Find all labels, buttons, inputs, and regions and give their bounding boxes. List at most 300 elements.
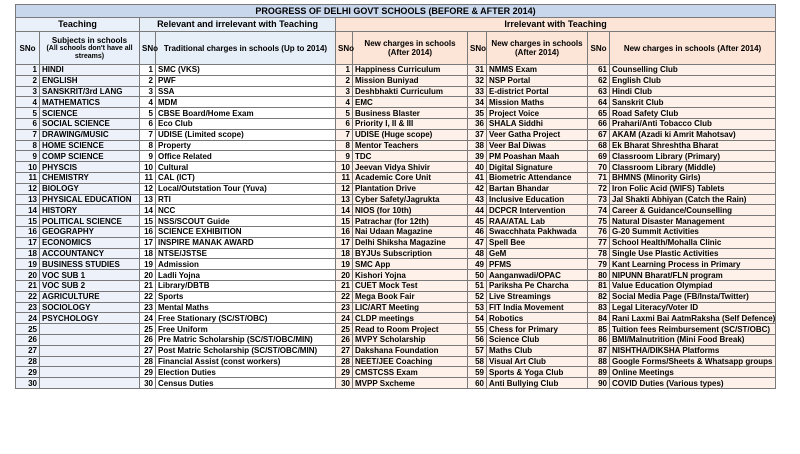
row-sno: 69 bbox=[588, 151, 610, 162]
new-charge-cell: Jal Shakti Abhiyan (Catch the Rain) bbox=[610, 194, 776, 205]
table-row bbox=[16, 216, 776, 227]
new-charge-cell: Sports & Yoga Club bbox=[487, 367, 588, 378]
row-sno: 5 bbox=[140, 108, 156, 119]
table-row bbox=[16, 345, 776, 356]
row-sno: 82 bbox=[588, 291, 610, 302]
row-sno: 27 bbox=[336, 345, 353, 356]
row-sno: 84 bbox=[588, 313, 610, 324]
subject-cell bbox=[40, 324, 140, 335]
subject-cell: MATHEMATICS bbox=[40, 97, 140, 108]
row-sno: 55 bbox=[468, 324, 487, 335]
table-row bbox=[16, 291, 776, 302]
subject-cell: SOCIOLOGY bbox=[40, 302, 140, 313]
row-sno: 46 bbox=[468, 226, 487, 237]
new-charge-cell: Priority I, II & III bbox=[353, 118, 468, 129]
col-subjects-label: Subjects in schools bbox=[51, 35, 128, 45]
col-new-1: New charges in schools (After 2014) bbox=[353, 32, 468, 65]
row-sno: 10 bbox=[336, 162, 353, 173]
subject-cell: BUSINESS STUDIES bbox=[40, 259, 140, 270]
traditional-charge-cell: SCIENCE EXHIBITION bbox=[156, 226, 336, 237]
row-sno: 16 bbox=[336, 226, 353, 237]
table-row bbox=[16, 86, 776, 97]
table-row bbox=[16, 151, 776, 162]
new-charge-cell: Digital Signature bbox=[487, 162, 588, 173]
row-sno: 1 bbox=[16, 65, 40, 76]
table-row bbox=[16, 205, 776, 216]
new-charge-cell: Single Use Plastic Activities bbox=[610, 248, 776, 259]
row-sno: 87 bbox=[588, 345, 610, 356]
row-sno: 20 bbox=[16, 270, 40, 281]
new-charge-cell: BMI/Malnutrition (Mini Food Break) bbox=[610, 334, 776, 345]
traditional-charge-cell: UDISE (Limited scope) bbox=[156, 129, 336, 140]
row-sno: 68 bbox=[588, 140, 610, 151]
new-charge-cell: G-20 Summit Activities bbox=[610, 226, 776, 237]
new-charge-cell: BYJUs Subscription bbox=[353, 248, 468, 259]
new-charge-cell: FIT India Movement bbox=[487, 302, 588, 313]
row-sno: 13 bbox=[16, 194, 40, 205]
row-sno: 43 bbox=[468, 194, 487, 205]
new-charge-cell: MVPP Sxcheme bbox=[353, 378, 468, 389]
subject-cell: CHEMISTRY bbox=[40, 172, 140, 183]
row-sno: 37 bbox=[468, 129, 487, 140]
row-sno: 29 bbox=[16, 367, 40, 378]
new-charge-cell: RAA/ATAL Lab bbox=[487, 216, 588, 227]
traditional-charge-cell: NSS/SCOUT Guide bbox=[156, 216, 336, 227]
row-sno: 14 bbox=[140, 205, 156, 216]
new-charge-cell: Career & Guidance/Counselling bbox=[610, 205, 776, 216]
row-sno: 51 bbox=[468, 280, 487, 291]
traditional-charge-cell: Ladli Yojna bbox=[156, 270, 336, 281]
group-relevant: Relevant and irrelevant with Teaching bbox=[140, 18, 336, 32]
row-sno: 22 bbox=[140, 291, 156, 302]
row-sno: 13 bbox=[336, 194, 353, 205]
new-charge-cell: Value Education Olympiad bbox=[610, 280, 776, 291]
row-sno: 75 bbox=[588, 216, 610, 227]
new-charge-cell: Spell Bee bbox=[487, 237, 588, 248]
row-sno: 23 bbox=[336, 302, 353, 313]
subject-cell: SOCIAL SCIENCE bbox=[40, 118, 140, 129]
traditional-charge-cell: SSA bbox=[156, 86, 336, 97]
table-row bbox=[16, 194, 776, 205]
row-sno: 64 bbox=[588, 97, 610, 108]
new-charge-cell: NEET/JEE Coaching bbox=[353, 356, 468, 367]
table-row bbox=[16, 140, 776, 151]
table-row bbox=[16, 334, 776, 345]
subject-cell: DRAWING/MUSIC bbox=[40, 129, 140, 140]
row-sno: 61 bbox=[588, 65, 610, 76]
row-sno: 2 bbox=[336, 75, 353, 86]
page-title: PROGRESS OF DELHI GOVT SCHOOLS (BEFORE & AFTER 2014) bbox=[16, 5, 776, 18]
new-charge-cell: Hindi Club bbox=[610, 86, 776, 97]
new-charge-cell: PFMS bbox=[487, 259, 588, 270]
row-sno: 20 bbox=[140, 270, 156, 281]
row-sno: 90 bbox=[588, 378, 610, 389]
new-charge-cell: Natural Disaster Management bbox=[610, 216, 776, 227]
row-sno: 35 bbox=[468, 108, 487, 119]
traditional-charge-cell: Financial Assist (const workers) bbox=[156, 356, 336, 367]
new-charge-cell: Mega Book Fair bbox=[353, 291, 468, 302]
subject-cell: VOC SUB 1 bbox=[40, 270, 140, 281]
row-sno: 86 bbox=[588, 334, 610, 345]
new-charge-cell: Counselling Club bbox=[610, 65, 776, 76]
new-charge-cell: GeM bbox=[487, 248, 588, 259]
new-charge-cell: Classroom Library (Middle) bbox=[610, 162, 776, 173]
new-charge-cell: Classroom Library (Primary) bbox=[610, 151, 776, 162]
traditional-charge-cell: CBSE Board/Home Exam bbox=[156, 108, 336, 119]
row-sno: 38 bbox=[468, 140, 487, 151]
group-irrelevant: Irrelevant with Teaching bbox=[336, 18, 776, 32]
row-sno: 60 bbox=[468, 378, 487, 389]
new-charge-cell: Prahari/Anti Tobacco Club bbox=[610, 118, 776, 129]
row-sno: 23 bbox=[16, 302, 40, 313]
subject-cell: PHYSICAL EDUCATION bbox=[40, 194, 140, 205]
subject-cell bbox=[40, 367, 140, 378]
new-charge-cell: Chess for Primary bbox=[487, 324, 588, 335]
subject-cell bbox=[40, 378, 140, 389]
row-sno: 7 bbox=[16, 129, 40, 140]
subject-cell: VOC SUB 2 bbox=[40, 280, 140, 291]
row-sno: 5 bbox=[16, 108, 40, 119]
row-sno: 17 bbox=[16, 237, 40, 248]
row-sno: 8 bbox=[140, 140, 156, 151]
new-charge-cell: SHALA Siddhi bbox=[487, 118, 588, 129]
new-charge-cell: Read to Room Project bbox=[353, 324, 468, 335]
new-charge-cell: Mission Buniyad bbox=[353, 75, 468, 86]
col-traditional: Traditional charges in schools (Up to 2014) bbox=[156, 32, 336, 65]
new-charge-cell: Pariksha Pe Charcha bbox=[487, 280, 588, 291]
row-sno: 62 bbox=[588, 75, 610, 86]
subject-cell: HINDI bbox=[40, 65, 140, 76]
row-sno: 25 bbox=[336, 324, 353, 335]
table-row bbox=[16, 324, 776, 335]
table-row bbox=[16, 108, 776, 119]
row-sno: 19 bbox=[16, 259, 40, 270]
new-charge-cell: Google Forms/Sheets & Whatsapp groups bbox=[610, 356, 776, 367]
row-sno: 28 bbox=[140, 356, 156, 367]
row-sno: 39 bbox=[468, 151, 487, 162]
subject-cell: GEOGRAPHY bbox=[40, 226, 140, 237]
row-sno: 29 bbox=[140, 367, 156, 378]
subject-cell: SANSKRIT/3rd LANG bbox=[40, 86, 140, 97]
new-charge-cell: COVID Duties (Various types) bbox=[610, 378, 776, 389]
new-charge-cell: Ek Bharat Shreshtha Bharat bbox=[610, 140, 776, 151]
table-row bbox=[16, 65, 776, 76]
row-sno: 17 bbox=[336, 237, 353, 248]
new-charge-cell: Tuition fees Reimbursement (SC/ST/OBC) bbox=[610, 324, 776, 335]
row-sno: 41 bbox=[468, 172, 487, 183]
row-sno: 19 bbox=[336, 259, 353, 270]
row-sno: 88 bbox=[588, 356, 610, 367]
row-sno: 67 bbox=[588, 129, 610, 140]
table-row bbox=[16, 270, 776, 281]
row-sno: 8 bbox=[16, 140, 40, 151]
col-sno-1: SNo bbox=[16, 32, 40, 65]
col-new-3: New charges in schools (After 2014) bbox=[610, 32, 776, 65]
new-charge-cell: Patrachar (for 12th) bbox=[353, 216, 468, 227]
subject-cell: POLITICAL SCIENCE bbox=[40, 216, 140, 227]
new-charge-cell: English Club bbox=[610, 75, 776, 86]
row-sno: 24 bbox=[140, 313, 156, 324]
new-charge-cell: Anti Bullying Club bbox=[487, 378, 588, 389]
row-sno: 30 bbox=[16, 378, 40, 389]
subject-cell bbox=[40, 334, 140, 345]
row-sno: 33 bbox=[468, 86, 487, 97]
row-sno: 18 bbox=[16, 248, 40, 259]
new-charge-cell: Academic Core Unit bbox=[353, 172, 468, 183]
row-sno: 52 bbox=[468, 291, 487, 302]
new-charge-cell: NSP Portal bbox=[487, 75, 588, 86]
new-charge-cell: Robotics bbox=[487, 313, 588, 324]
row-sno: 42 bbox=[468, 183, 487, 194]
new-charge-cell: Mission Maths bbox=[487, 97, 588, 108]
row-sno: 78 bbox=[588, 248, 610, 259]
row-sno: 89 bbox=[588, 367, 610, 378]
row-sno: 71 bbox=[588, 172, 610, 183]
row-sno: 47 bbox=[468, 237, 487, 248]
row-sno: 18 bbox=[336, 248, 353, 259]
traditional-charge-cell: Library/DBTB bbox=[156, 280, 336, 291]
table-row bbox=[16, 302, 776, 313]
row-sno: 9 bbox=[16, 151, 40, 162]
new-charge-cell: Nai Udaan Magazine bbox=[353, 226, 468, 237]
traditional-charge-cell: Election Duties bbox=[156, 367, 336, 378]
new-charge-cell: Aanganwadi/OPAC bbox=[487, 270, 588, 281]
traditional-charge-cell: Cultural bbox=[156, 162, 336, 173]
row-sno: 73 bbox=[588, 194, 610, 205]
subject-cell bbox=[40, 345, 140, 356]
row-sno: 14 bbox=[16, 205, 40, 216]
new-charge-cell: Project Voice bbox=[487, 108, 588, 119]
row-sno: 22 bbox=[336, 291, 353, 302]
row-sno: 15 bbox=[140, 216, 156, 227]
new-charge-cell: CUET Mock Test bbox=[353, 280, 468, 291]
row-sno: 30 bbox=[140, 378, 156, 389]
row-sno: 27 bbox=[16, 345, 40, 356]
traditional-charge-cell: Office Related bbox=[156, 151, 336, 162]
subject-cell: ENGLISH bbox=[40, 75, 140, 86]
row-sno: 80 bbox=[588, 270, 610, 281]
col-sno-3: SNo bbox=[336, 32, 353, 65]
row-sno: 13 bbox=[140, 194, 156, 205]
traditional-charge-cell: Eco Club bbox=[156, 118, 336, 129]
row-sno: 4 bbox=[140, 97, 156, 108]
new-charge-cell: Swacchhata Pakhwada bbox=[487, 226, 588, 237]
row-sno: 26 bbox=[16, 334, 40, 345]
subject-cell: BIOLOGY bbox=[40, 183, 140, 194]
row-sno: 9 bbox=[336, 151, 353, 162]
subject-cell: PHYSCIS bbox=[40, 162, 140, 173]
col-subjects bbox=[40, 32, 140, 65]
row-sno: 16 bbox=[16, 226, 40, 237]
new-charge-cell: Veer Gatha Project bbox=[487, 129, 588, 140]
new-charge-cell: E-district Portal bbox=[487, 86, 588, 97]
row-sno: 63 bbox=[588, 86, 610, 97]
new-charge-cell: School Health/Mohalla Clinic bbox=[610, 237, 776, 248]
traditional-charge-cell: Local/Outstation Tour (Yuva) bbox=[156, 183, 336, 194]
table-row bbox=[16, 172, 776, 183]
new-charge-cell: DCPCR Intervention bbox=[487, 205, 588, 216]
new-charge-cell: Bartan Bhandar bbox=[487, 183, 588, 194]
row-sno: 16 bbox=[140, 226, 156, 237]
row-sno: 57 bbox=[468, 345, 487, 356]
new-charge-cell: Road Safety Club bbox=[610, 108, 776, 119]
row-sno: 66 bbox=[588, 118, 610, 129]
new-charge-cell: Visual Art Club bbox=[487, 356, 588, 367]
row-sno: 12 bbox=[336, 183, 353, 194]
row-sno: 21 bbox=[336, 280, 353, 291]
row-sno: 79 bbox=[588, 259, 610, 270]
new-charge-cell: NIPUNN Bharat/FLN program bbox=[610, 270, 776, 281]
new-charge-cell: Business Blaster bbox=[353, 108, 468, 119]
row-sno: 4 bbox=[16, 97, 40, 108]
table-row bbox=[16, 183, 776, 194]
new-charge-cell: EMC bbox=[353, 97, 468, 108]
row-sno: 1 bbox=[336, 65, 353, 76]
new-charge-cell: Veer Bal Diwas bbox=[487, 140, 588, 151]
new-charge-cell: BHMNS (Minority Girls) bbox=[610, 172, 776, 183]
row-sno: 45 bbox=[468, 216, 487, 227]
row-sno: 22 bbox=[16, 291, 40, 302]
new-charge-cell: Maths Club bbox=[487, 345, 588, 356]
row-sno: 6 bbox=[336, 118, 353, 129]
table-row bbox=[16, 75, 776, 86]
new-charge-cell: Inclusive Education bbox=[487, 194, 588, 205]
row-sno: 24 bbox=[16, 313, 40, 324]
new-charge-cell: Delhi Shiksha Magazine bbox=[353, 237, 468, 248]
new-charge-cell: LIC/ART Meeting bbox=[353, 302, 468, 313]
row-sno: 5 bbox=[336, 108, 353, 119]
new-charge-cell: SMC App bbox=[353, 259, 468, 270]
new-charge-cell: Science Club bbox=[487, 334, 588, 345]
row-sno: 4 bbox=[336, 97, 353, 108]
col-new-2: New charges in schools (After 2014) bbox=[487, 32, 588, 65]
traditional-charge-cell: NCC bbox=[156, 205, 336, 216]
new-charge-cell: Kant Learning Process in Primary bbox=[610, 259, 776, 270]
row-sno: 34 bbox=[468, 97, 487, 108]
table-row bbox=[16, 259, 776, 270]
row-sno: 20 bbox=[336, 270, 353, 281]
row-sno: 2 bbox=[140, 75, 156, 86]
new-charge-cell: Legal Literacy/Voter ID bbox=[610, 302, 776, 313]
table-row bbox=[16, 280, 776, 291]
row-sno: 21 bbox=[16, 280, 40, 291]
row-sno: 59 bbox=[468, 367, 487, 378]
traditional-charge-cell: Property bbox=[156, 140, 336, 151]
traditional-charge-cell: CAL (ICT) bbox=[156, 172, 336, 183]
row-sno: 72 bbox=[588, 183, 610, 194]
row-sno: 7 bbox=[336, 129, 353, 140]
row-sno: 85 bbox=[588, 324, 610, 335]
row-sno: 48 bbox=[468, 248, 487, 259]
row-sno: 26 bbox=[336, 334, 353, 345]
new-charge-cell: Kishori Yojna bbox=[353, 270, 468, 281]
new-charge-cell: Iron Folic Acid (WIFS) Tablets bbox=[610, 183, 776, 194]
new-charge-cell: CLDP meetings bbox=[353, 313, 468, 324]
row-sno: 65 bbox=[588, 108, 610, 119]
new-charge-cell: Online Meetings bbox=[610, 367, 776, 378]
traditional-charge-cell: RTI bbox=[156, 194, 336, 205]
row-sno: 19 bbox=[140, 259, 156, 270]
new-charge-cell: Plantation Drive bbox=[353, 183, 468, 194]
row-sno: 24 bbox=[336, 313, 353, 324]
row-sno: 3 bbox=[16, 86, 40, 97]
col-sno-4: SNo bbox=[468, 32, 487, 65]
row-sno: 15 bbox=[336, 216, 353, 227]
new-charge-cell: NIOS (for 10th) bbox=[353, 205, 468, 216]
table-row bbox=[16, 118, 776, 129]
row-sno: 21 bbox=[140, 280, 156, 291]
row-sno: 58 bbox=[468, 356, 487, 367]
row-sno: 12 bbox=[16, 183, 40, 194]
table-row bbox=[16, 248, 776, 259]
row-sno: 11 bbox=[336, 172, 353, 183]
row-sno: 81 bbox=[588, 280, 610, 291]
row-sno: 10 bbox=[140, 162, 156, 173]
row-sno: 27 bbox=[140, 345, 156, 356]
row-sno: 83 bbox=[588, 302, 610, 313]
row-sno: 50 bbox=[468, 270, 487, 281]
traditional-charge-cell: Mental Maths bbox=[156, 302, 336, 313]
row-sno: 8 bbox=[336, 140, 353, 151]
traditional-charge-cell: PWF bbox=[156, 75, 336, 86]
row-sno: 12 bbox=[140, 183, 156, 194]
new-charge-cell: Rani Laxmi Bai AatmRaksha (Self Defence) bbox=[610, 313, 776, 324]
col-sno-5: SNo bbox=[588, 32, 610, 65]
subject-cell: PSYCHOLOGY bbox=[40, 313, 140, 324]
subject-cell: HOME SCIENCE bbox=[40, 140, 140, 151]
row-sno: 26 bbox=[140, 334, 156, 345]
traditional-charge-cell: Free Uniform bbox=[156, 324, 336, 335]
row-sno: 17 bbox=[140, 237, 156, 248]
row-sno: 76 bbox=[588, 226, 610, 237]
row-sno: 11 bbox=[140, 172, 156, 183]
row-sno: 49 bbox=[468, 259, 487, 270]
new-charge-cell: Social Media Page (FB/Insta/Twitter) bbox=[610, 291, 776, 302]
group-teaching: Teaching bbox=[16, 18, 140, 32]
subject-cell: HISTORY bbox=[40, 205, 140, 216]
table-row bbox=[16, 378, 776, 389]
traditional-charge-cell: Sports bbox=[156, 291, 336, 302]
row-sno: 2 bbox=[16, 75, 40, 86]
row-sno: 6 bbox=[16, 118, 40, 129]
row-sno: 54 bbox=[468, 313, 487, 324]
new-charge-cell: NISHTHA/DIKSHA Platforms bbox=[610, 345, 776, 356]
new-charge-cell: Cyber Safety/Jagrukta bbox=[353, 194, 468, 205]
table-row bbox=[16, 313, 776, 324]
new-charge-cell: Deshbhakti Curriculum bbox=[353, 86, 468, 97]
new-charge-cell: MVPY Scholarship bbox=[353, 334, 468, 345]
subject-cell bbox=[40, 356, 140, 367]
row-sno: 10 bbox=[16, 162, 40, 173]
table-row bbox=[16, 97, 776, 108]
traditional-charge-cell: NTSE/JSTSE bbox=[156, 248, 336, 259]
subject-cell: SCIENCE bbox=[40, 108, 140, 119]
row-sno: 31 bbox=[468, 65, 487, 76]
new-charge-cell: Jeevan Vidya Shivir bbox=[353, 162, 468, 173]
table-row bbox=[16, 226, 776, 237]
row-sno: 77 bbox=[588, 237, 610, 248]
row-sno: 3 bbox=[336, 86, 353, 97]
subject-cell: COMP SCIENCE bbox=[40, 151, 140, 162]
new-charge-cell: TDC bbox=[353, 151, 468, 162]
row-sno: 56 bbox=[468, 334, 487, 345]
traditional-charge-cell: Post Matric Scholarship (SC/ST/OBC/MIN) bbox=[156, 345, 336, 356]
table-body bbox=[16, 65, 776, 389]
row-sno: 18 bbox=[140, 248, 156, 259]
table-row bbox=[16, 162, 776, 173]
row-sno: 40 bbox=[468, 162, 487, 173]
row-sno: 9 bbox=[140, 151, 156, 162]
